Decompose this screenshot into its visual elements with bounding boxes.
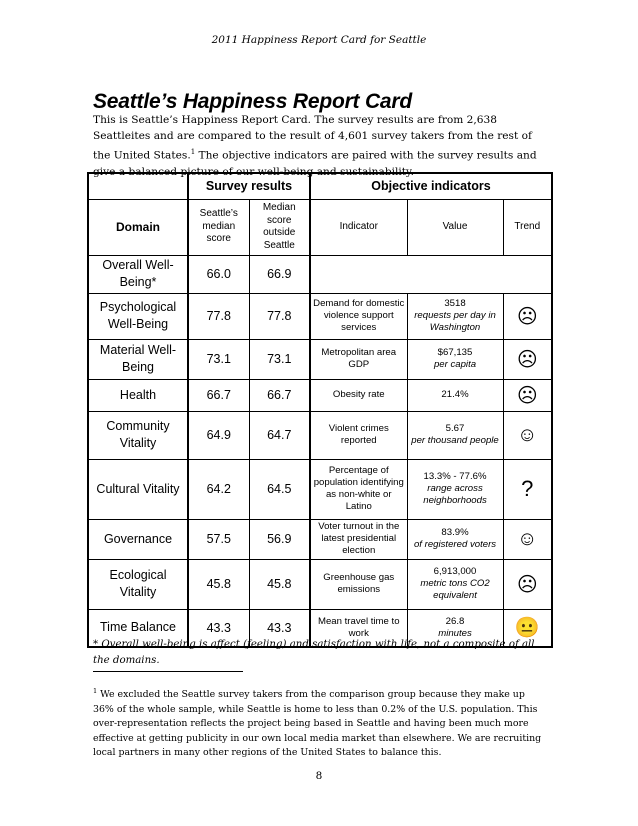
value-cell [407, 459, 503, 519]
value-unit: range across neighborhoods [423, 483, 487, 506]
outside-median-cell: 64.5 [249, 459, 310, 519]
value-amount: 13.3% - 77.6% [423, 471, 487, 482]
report-card-table [87, 172, 553, 648]
smiley-face-icon: ☺ [503, 519, 552, 559]
domain-cell: Governance [88, 519, 188, 559]
overall-wellbeing-note: * Overall well-being is affect (feeling) and satisfaction with life, not a composite of all the domains. [93, 639, 535, 666]
table-row [88, 519, 552, 559]
indicator-header: Indicator [310, 199, 407, 255]
table-row [88, 379, 552, 411]
table-body [88, 255, 552, 647]
value-cell [407, 411, 503, 459]
domain-cell: Material Well-Being [88, 339, 188, 379]
domain-cell: Ecological Vitality [88, 559, 188, 609]
intro-text: This is Seattle’s Happiness Report Card. The survey results are from 2,638 Seattleites and are compared to the result of 4,601 survey takers from the rest of the United States. [93, 114, 532, 162]
outside-median-header: Median score outside Seattle [249, 199, 310, 255]
outside-median-cell: 56.9 [249, 519, 310, 559]
indicator-cell: Violent crimes reported [310, 411, 407, 459]
table-row [88, 559, 552, 609]
value-header: Value [407, 199, 503, 255]
indicator-cell: Voter turnout in the latest presidential election [310, 519, 407, 559]
page-number: 8 [315, 770, 323, 782]
value-cell [407, 339, 503, 379]
seattle-median-cell: 66.7 [188, 379, 249, 411]
footnote [93, 684, 545, 761]
domain-cell: Cultural Vitality [88, 459, 188, 519]
header-blank-cell [88, 173, 188, 199]
footnote-text: We excluded the Seattle survey takers from the comparison group because they make up 36% of the whole sample, while Seattle is home to less than 0.2% of the U.S. population. This over-representation reflects the project being based in Seattle and having been much more effective at getting publicity in our own local media market than elsewhere. We are recruiting local partners in many other regions of the United States to balance this. [93, 689, 542, 759]
value-amount: $67,135 [437, 347, 473, 358]
value-amount: 83.9% [441, 527, 469, 538]
value-amount: 5.67 [445, 423, 465, 434]
outside-median-cell: 73.1 [249, 339, 310, 379]
table-row [88, 411, 552, 459]
value-cell [407, 293, 503, 339]
trend-header: Trend [503, 199, 552, 255]
value-unit: of registered voters [413, 539, 497, 550]
outside-median-cell: 45.8 [249, 559, 310, 609]
frowning-face-icon: ☹ [503, 339, 552, 379]
outside-median-cell: 64.7 [249, 411, 310, 459]
outside-median-cell: 66.9 [249, 255, 310, 293]
frowning-face-icon: ☹ [503, 293, 552, 339]
value-unit: per capita [433, 359, 477, 370]
domain-cell: Health [88, 379, 188, 411]
domain-cell: Psychological Well-Being [88, 293, 188, 339]
seattle-median-cell: 57.5 [188, 519, 249, 559]
outside-median-cell: 43.3 [249, 609, 310, 647]
domain-column-header: Domain [88, 199, 188, 255]
page-title: Seattle’s Happiness Report Card [93, 90, 413, 113]
seattle-median-cell: 43.3 [188, 609, 249, 647]
value-amount: 3518 [444, 298, 466, 309]
value-amount: 6,913,000 [433, 566, 477, 577]
indicator-cell: Demand for domestic violence support services [310, 293, 407, 339]
value-cell [407, 519, 503, 559]
footnote-ref: 1 [190, 148, 196, 156]
domain-cell: Time Balance [88, 609, 188, 647]
value-unit: minutes [438, 627, 472, 639]
table-row [88, 255, 552, 293]
table-row [88, 339, 552, 379]
objective-indicators-header: Objective indicators [310, 173, 552, 199]
value-unit: requests per day in Washington [414, 310, 496, 333]
seattle-median-cell: 64.2 [188, 459, 249, 519]
seattle-median-cell: 73.1 [188, 339, 249, 379]
domain-cell: Community Vitality [88, 411, 188, 459]
value-cell [407, 379, 503, 411]
footnote-divider [93, 671, 243, 672]
value-amount: 21.4% [441, 389, 469, 400]
indicator-cell: Metropolitan area GDP [310, 339, 407, 379]
outside-median-cell: 77.8 [249, 293, 310, 339]
seattle-median-cell: 66.0 [188, 255, 249, 293]
value-amount: 26.8 [445, 615, 465, 627]
domain-cell: Overall Well-Being* [88, 255, 188, 293]
value-unit: per thousand people [411, 435, 499, 446]
smiley-face-icon: ☺ [503, 411, 552, 459]
value-cell [407, 559, 503, 609]
seattle-median-header: Seattle’s median score [188, 199, 249, 255]
frowning-face-icon: ☹ [503, 559, 552, 609]
footnote-number: 1 [93, 687, 98, 695]
running-header: 2011 Happiness Report Card for Seattle [211, 34, 427, 46]
neutral-face-icon: 😐 [503, 609, 552, 647]
survey-results-header: Survey results [188, 173, 310, 199]
indicator-cell: Mean travel time to work [310, 609, 407, 647]
seattle-median-cell: 77.8 [188, 293, 249, 339]
seattle-median-cell: 64.9 [188, 411, 249, 459]
question-mark-icon: ? [503, 459, 552, 519]
indicator-cell: Obesity rate [310, 379, 407, 411]
indicator-cell: Percentage of population identifying as non-white or Latino [310, 459, 407, 519]
outside-median-cell: 66.7 [249, 379, 310, 411]
table-row [88, 293, 552, 339]
no-indicator-cell [310, 255, 552, 293]
indicator-cell: Greenhouse gas emissions [310, 559, 407, 609]
table-row [88, 459, 552, 519]
intro-text-cont: The objective indicators are paired with the survey results and give a balanced picture of our well-being and sustainability. [93, 149, 537, 178]
frowning-face-icon: ☹ [503, 379, 552, 411]
intro-paragraph [93, 112, 545, 180]
value-unit: metric tons CO2 equivalent [420, 578, 490, 601]
seattle-median-cell: 45.8 [188, 559, 249, 609]
